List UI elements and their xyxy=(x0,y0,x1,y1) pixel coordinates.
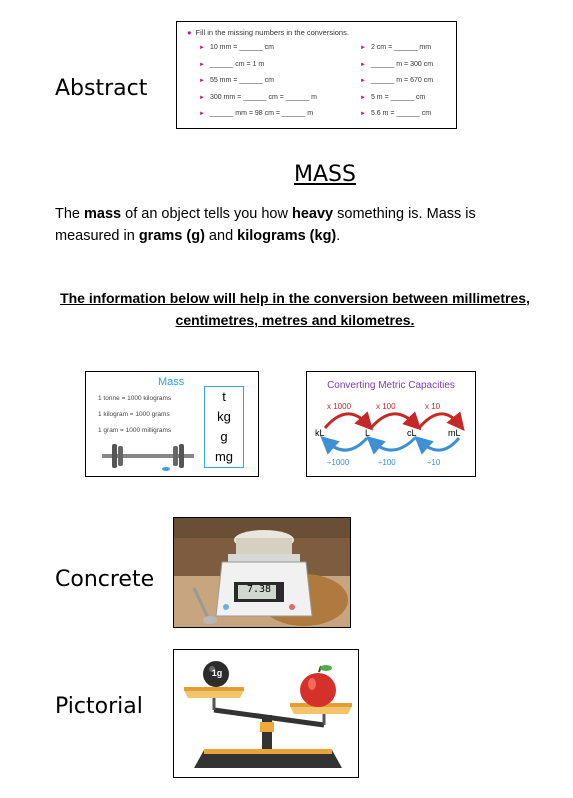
triangle-bullet-icon: ► xyxy=(360,111,366,117)
mass-fact: 1 tonne = 1000 kilograms xyxy=(98,395,172,402)
unit-milligram: mg xyxy=(214,449,234,464)
multiply-label: x 100 xyxy=(376,402,396,411)
scale-illustration xyxy=(174,518,350,627)
triangle-bullet-icon: ► xyxy=(199,111,205,117)
worksheet-item: ► 55 mm = ______ cm xyxy=(199,77,274,84)
multiply-arrows xyxy=(325,414,459,428)
unit-tonne: t xyxy=(222,389,226,404)
triangle-bullet-icon: ► xyxy=(199,95,205,101)
weight-label: 1g xyxy=(211,668,223,678)
triangle-bullet-icon: ► xyxy=(199,62,205,68)
unit-kilogram: kg xyxy=(217,409,231,424)
unit-millilitre: mL xyxy=(448,428,461,438)
worksheet-item: ► 5 m = ______ cm xyxy=(360,94,426,101)
triangle-bullet-icon: ► xyxy=(360,45,366,51)
worksheet-item: ► ______ cm = 1 m xyxy=(199,61,265,68)
divide-label: ÷10 xyxy=(427,458,441,467)
multiply-label: x 1000 xyxy=(327,402,352,411)
balance-illustration xyxy=(174,650,358,777)
kitchen-scale-photo xyxy=(173,517,351,628)
divide-label: ÷100 xyxy=(378,458,396,467)
metric-capacities-card xyxy=(306,371,476,477)
triangle-bullet-icon: ► xyxy=(360,62,366,68)
unit-centilitre: cL xyxy=(407,428,417,438)
unit-litre: L xyxy=(365,428,371,438)
label-pictorial: Pictorial xyxy=(55,694,143,719)
worksheet-item: ► 2 cm = ______ mm xyxy=(360,44,432,51)
triangle-bullet-icon: ► xyxy=(360,95,366,101)
scale-display: 7.38 xyxy=(246,584,272,595)
barbell-icon xyxy=(100,440,200,472)
worksheet-item: ► 300 mm = ______ cm = ______ m xyxy=(199,94,317,101)
conversion-worksheet xyxy=(176,21,457,129)
mass-fact: 1 gram = 1000 milligrams xyxy=(98,427,172,434)
worksheet-title: Fill in the missing numbers in the conversions. xyxy=(195,28,349,37)
unit-gram: g xyxy=(220,429,228,444)
mass-units-card xyxy=(85,371,259,477)
worksheet-item: ► ______ m = 300 cm xyxy=(360,61,434,68)
divide-label: ÷1000 xyxy=(327,458,350,467)
worksheet-item: ► 5.6 m = ______ cm xyxy=(360,110,432,117)
unit-kilolitre: kL xyxy=(315,428,325,438)
triangle-bullet-icon: ► xyxy=(199,78,205,84)
multiply-label: x 10 xyxy=(425,402,441,411)
bullet-icon: ● xyxy=(187,28,192,37)
worksheet-item: ► 10 mm = ______ cm xyxy=(199,44,274,51)
label-concrete: Concrete xyxy=(55,567,155,592)
divide-arrows xyxy=(327,438,459,450)
conversion-info: The information below will help in the conversion between millimetres, centimetres, metres and kilometres. xyxy=(60,290,530,328)
mass-units-list xyxy=(204,386,244,468)
mass-definition: The mass of an object tells you how heavy something is. Mass is measured in grams (g) and kilograms (kg). xyxy=(55,206,476,244)
triangle-bullet-icon: ► xyxy=(199,45,205,51)
mass-fact: 1 kilogram = 1000 grams xyxy=(98,411,170,418)
worksheet-item: ► ______ m = 670 cm xyxy=(360,77,434,84)
label-abstract: Abstract xyxy=(55,76,148,101)
worksheet-item: ► ______ mm = 98 cm = ______ m xyxy=(199,110,314,117)
balance-scale-picture xyxy=(173,649,359,778)
capacity-card-title: Converting Metric Capacities xyxy=(327,380,455,391)
page-title: MASS xyxy=(294,162,356,187)
triangle-bullet-icon: ► xyxy=(360,78,366,84)
mass-card-title: Mass xyxy=(158,376,185,388)
